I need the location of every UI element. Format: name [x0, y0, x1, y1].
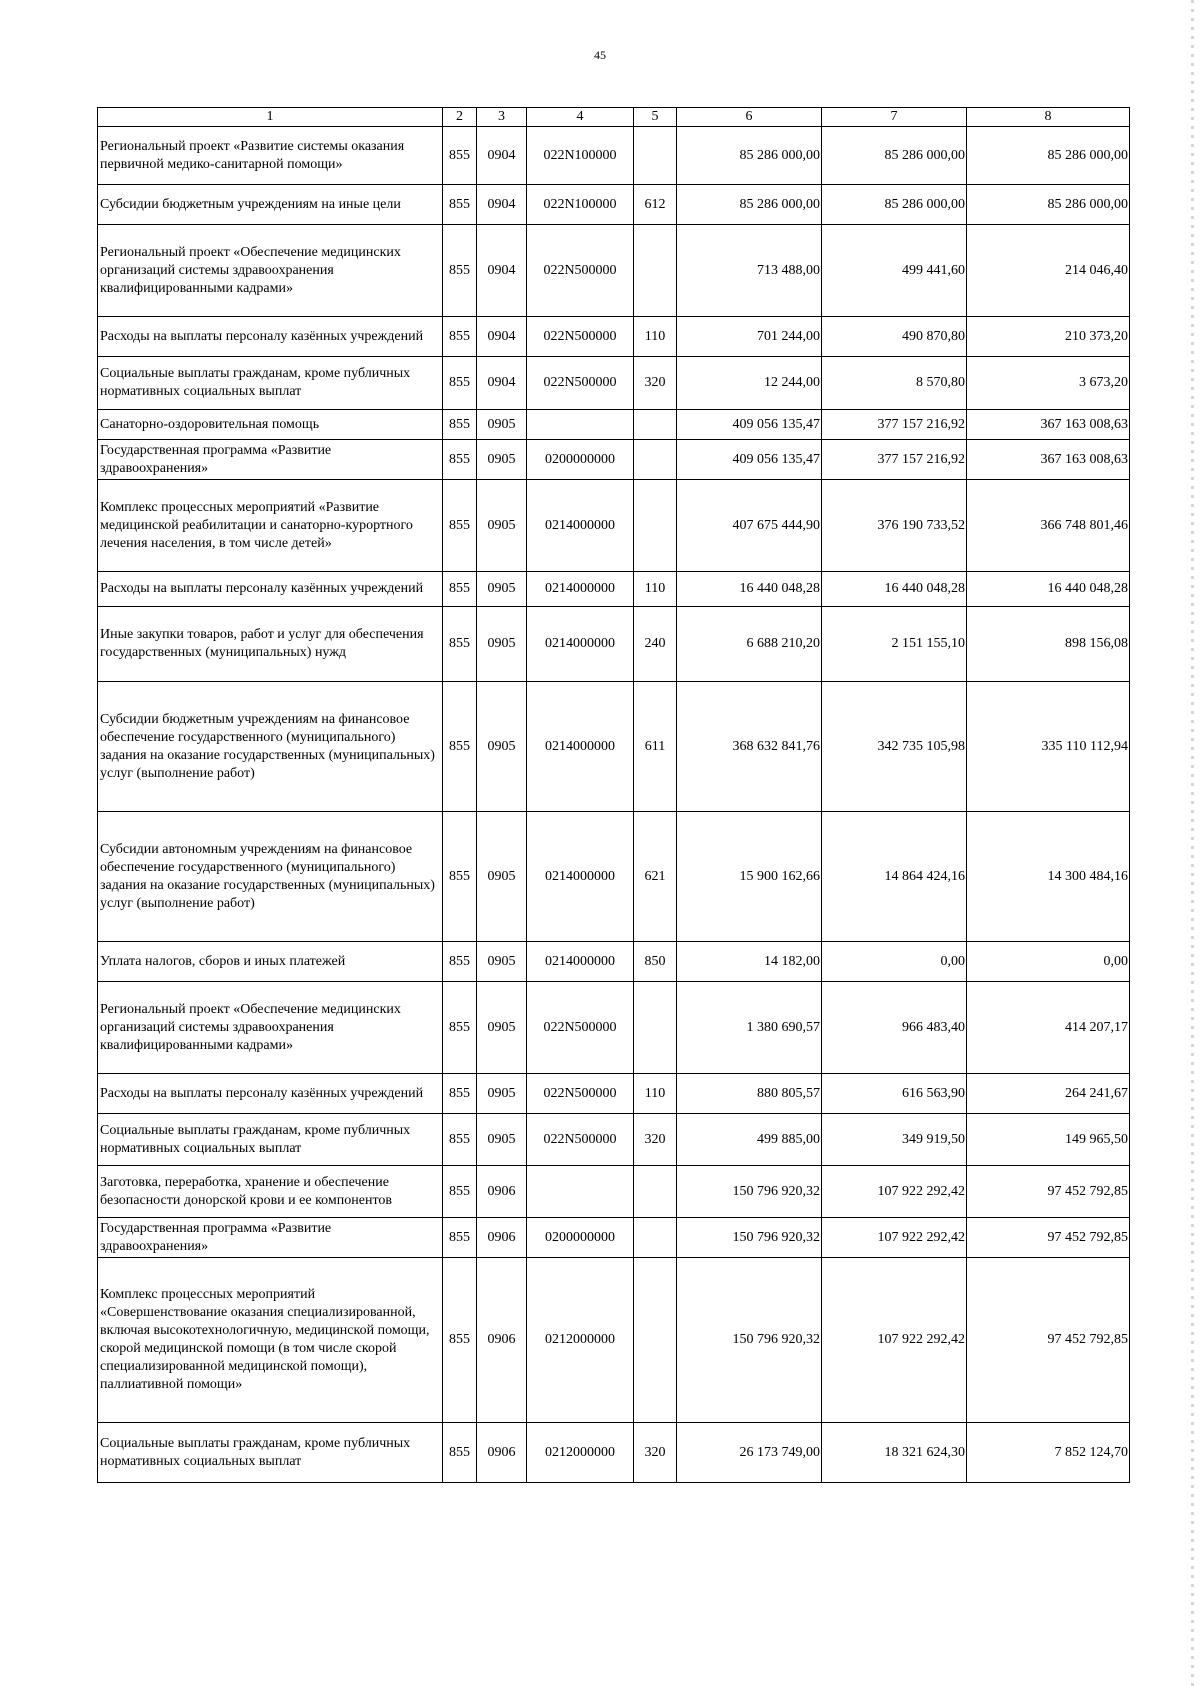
row-amount-7: 2 151 155,10 [822, 607, 967, 682]
row-target-code: 0214000000 [527, 480, 634, 572]
row-target-code: 0212000000 [527, 1423, 634, 1483]
row-amount-8: 335 110 112,94 [967, 682, 1130, 812]
row-amount-6: 368 632 841,76 [677, 682, 822, 812]
column-header-8: 8 [967, 108, 1130, 127]
row-amount-7: 966 483,40 [822, 982, 967, 1074]
row-grbs-code: 855 [443, 812, 477, 942]
row-grbs-code: 855 [443, 572, 477, 607]
row-expense-type [634, 440, 677, 480]
row-amount-7: 107 922 292,42 [822, 1166, 967, 1218]
row-amount-6: 6 688 210,20 [677, 607, 822, 682]
row-expense-type: 110 [634, 317, 677, 357]
row-amount-6: 15 900 162,66 [677, 812, 822, 942]
row-target-code: 022N500000 [527, 1074, 634, 1114]
row-target-code: 0214000000 [527, 812, 634, 942]
row-section-code: 0905 [477, 1114, 527, 1166]
scan-edge-marks [1191, 0, 1194, 1686]
row-target-code: 0212000000 [527, 1258, 634, 1423]
row-target-code: 022N100000 [527, 127, 634, 185]
table-row [98, 225, 1130, 317]
row-section-code: 0905 [477, 1074, 527, 1114]
row-amount-7: 18 321 624,30 [822, 1423, 967, 1483]
row-amount-7: 8 570,80 [822, 357, 967, 410]
row-amount-6: 12 244,00 [677, 357, 822, 410]
row-section-code: 0906 [477, 1166, 527, 1218]
row-amount-6: 150 796 920,32 [677, 1218, 822, 1258]
row-amount-8: 85 286 000,00 [967, 127, 1130, 185]
row-amount-8: 7 852 124,70 [967, 1423, 1130, 1483]
row-amount-8: 97 452 792,85 [967, 1166, 1130, 1218]
row-target-code: 0200000000 [527, 1218, 634, 1258]
row-grbs-code: 855 [443, 942, 477, 982]
row-amount-6: 409 056 135,47 [677, 410, 822, 440]
row-grbs-code: 855 [443, 127, 477, 185]
row-target-code: 0200000000 [527, 440, 634, 480]
row-section-code: 0905 [477, 682, 527, 812]
row-amount-8: 367 163 008,63 [967, 440, 1130, 480]
row-section-code: 0904 [477, 185, 527, 225]
row-expense-type: 320 [634, 1423, 677, 1483]
row-section-code: 0906 [477, 1218, 527, 1258]
row-expense-type: 850 [634, 942, 677, 982]
row-grbs-code: 855 [443, 607, 477, 682]
row-section-code: 0905 [477, 942, 527, 982]
row-amount-7: 499 441,60 [822, 225, 967, 317]
row-grbs-code: 855 [443, 225, 477, 317]
row-section-code: 0904 [477, 127, 527, 185]
row-amount-7: 349 919,50 [822, 1114, 967, 1166]
row-section-code: 0904 [477, 317, 527, 357]
row-amount-7: 85 286 000,00 [822, 127, 967, 185]
row-amount-8: 149 965,50 [967, 1114, 1130, 1166]
row-amount-6: 701 244,00 [677, 317, 822, 357]
row-name: Региональный проект «Обеспечение медицинских организаций системы здравоохранения квалифицированными кадрами» [98, 225, 443, 317]
table-row [98, 1258, 1130, 1423]
row-name: Субсидии бюджетным учреждениям на финансовое обеспечение государственного (муниципального) задания на оказание государственных (муниципальных) услуг (выполнение работ) [98, 682, 443, 812]
row-target-code: 0214000000 [527, 607, 634, 682]
row-section-code: 0906 [477, 1423, 527, 1483]
row-amount-8: 97 452 792,85 [967, 1218, 1130, 1258]
row-name: Уплата налогов, сборов и иных платежей [98, 942, 443, 982]
row-name: Иные закупки товаров, работ и услуг для обеспечения государственных (муниципальных) нужд [98, 607, 443, 682]
row-amount-8: 85 286 000,00 [967, 185, 1130, 225]
row-section-code: 0905 [477, 982, 527, 1074]
row-amount-8: 3 673,20 [967, 357, 1130, 410]
row-name: Расходы на выплаты персоналу казённых учреждений [98, 1074, 443, 1114]
row-amount-6: 713 488,00 [677, 225, 822, 317]
table-row [98, 1074, 1130, 1114]
row-amount-8: 0,00 [967, 942, 1130, 982]
page-number: 45 [594, 48, 606, 62]
row-amount-7: 107 922 292,42 [822, 1258, 967, 1423]
row-expense-type: 240 [634, 607, 677, 682]
row-expense-type: 110 [634, 572, 677, 607]
table-row [98, 942, 1130, 982]
column-header-2: 2 [443, 108, 477, 127]
row-grbs-code: 855 [443, 1166, 477, 1218]
row-name: Социальные выплаты гражданам, кроме публичных нормативных социальных выплат [98, 1423, 443, 1483]
row-section-code: 0905 [477, 410, 527, 440]
row-grbs-code: 855 [443, 1114, 477, 1166]
table-row [98, 607, 1130, 682]
row-grbs-code: 855 [443, 682, 477, 812]
row-amount-6: 16 440 048,28 [677, 572, 822, 607]
column-header-6: 6 [677, 108, 822, 127]
row-amount-7: 107 922 292,42 [822, 1218, 967, 1258]
row-name: Субсидии бюджетным учреждениям на иные цели [98, 185, 443, 225]
row-grbs-code: 855 [443, 1074, 477, 1114]
row-amount-7: 0,00 [822, 942, 967, 982]
row-amount-6: 150 796 920,32 [677, 1258, 822, 1423]
row-target-code: 022N500000 [527, 225, 634, 317]
column-header-5: 5 [634, 108, 677, 127]
row-grbs-code: 855 [443, 1258, 477, 1423]
row-amount-7: 342 735 105,98 [822, 682, 967, 812]
row-grbs-code: 855 [443, 185, 477, 225]
row-amount-7: 14 864 424,16 [822, 812, 967, 942]
row-amount-8: 367 163 008,63 [967, 410, 1130, 440]
table-row [98, 1166, 1130, 1218]
column-header-7: 7 [822, 108, 967, 127]
row-amount-8: 898 156,08 [967, 607, 1130, 682]
row-expense-type: 621 [634, 812, 677, 942]
row-expense-type: 611 [634, 682, 677, 812]
row-name: Расходы на выплаты персоналу казённых учреждений [98, 572, 443, 607]
row-amount-8: 414 207,17 [967, 982, 1130, 1074]
row-amount-8: 210 373,20 [967, 317, 1130, 357]
table-row [98, 1423, 1130, 1483]
row-grbs-code: 855 [443, 1423, 477, 1483]
row-section-code: 0905 [477, 440, 527, 480]
row-amount-7: 616 563,90 [822, 1074, 967, 1114]
budget-table [97, 107, 1130, 1483]
row-expense-type [634, 480, 677, 572]
row-target-code: 0214000000 [527, 942, 634, 982]
row-amount-6: 1 380 690,57 [677, 982, 822, 1074]
table-row [98, 1218, 1130, 1258]
table-row [98, 480, 1130, 572]
table-row [98, 1114, 1130, 1166]
row-name: Государственная программа «Развитие здравоохранения» [98, 1218, 443, 1258]
row-target-code [527, 410, 634, 440]
row-target-code: 022N500000 [527, 357, 634, 410]
row-name: Государственная программа «Развитие здравоохранения» [98, 440, 443, 480]
row-expense-type [634, 1166, 677, 1218]
row-name: Региональный проект «Обеспечение медицинских организаций системы здравоохранения квалифицированными кадрами» [98, 982, 443, 1074]
row-name: Комплекс процессных мероприятий «Совершенствование оказания специализированной, включая высокотехнологичную, медицинской помощи, скорой медицинской помощи (в том числе скорой специализированной медицинской помощи), паллиативной помощи» [98, 1258, 443, 1423]
row-name: Комплекс процессных мероприятий «Развитие медицинской реабилитации и санаторно-курортного лечения населения, в том числе детей» [98, 480, 443, 572]
row-section-code: 0904 [477, 357, 527, 410]
row-expense-type [634, 1218, 677, 1258]
row-amount-6: 14 182,00 [677, 942, 822, 982]
table-body [98, 127, 1130, 1483]
row-amount-6: 409 056 135,47 [677, 440, 822, 480]
row-amount-6: 150 796 920,32 [677, 1166, 822, 1218]
row-amount-7: 490 870,80 [822, 317, 967, 357]
row-section-code: 0905 [477, 607, 527, 682]
table-row [98, 317, 1130, 357]
row-section-code: 0906 [477, 1258, 527, 1423]
row-expense-type: 320 [634, 1114, 677, 1166]
row-grbs-code: 855 [443, 410, 477, 440]
row-target-code [527, 1166, 634, 1218]
row-expense-type: 320 [634, 357, 677, 410]
row-target-code: 022N500000 [527, 317, 634, 357]
row-expense-type: 110 [634, 1074, 677, 1114]
row-target-code: 0214000000 [527, 682, 634, 812]
row-target-code: 0214000000 [527, 572, 634, 607]
row-expense-type [634, 225, 677, 317]
row-amount-6: 880 805,57 [677, 1074, 822, 1114]
row-section-code: 0904 [477, 225, 527, 317]
row-expense-type [634, 127, 677, 185]
row-amount-8: 264 241,67 [967, 1074, 1130, 1114]
row-amount-6: 407 675 444,90 [677, 480, 822, 572]
row-amount-7: 85 286 000,00 [822, 185, 967, 225]
row-amount-8: 214 046,40 [967, 225, 1130, 317]
table-row [98, 410, 1130, 440]
row-grbs-code: 855 [443, 357, 477, 410]
table-row [98, 572, 1130, 607]
row-section-code: 0905 [477, 572, 527, 607]
table-row [98, 982, 1130, 1074]
table-row [98, 185, 1130, 225]
column-header-4: 4 [527, 108, 634, 127]
row-expense-type [634, 1258, 677, 1423]
row-amount-8: 14 300 484,16 [967, 812, 1130, 942]
row-amount-7: 376 190 733,52 [822, 480, 967, 572]
row-name: Социальные выплаты гражданам, кроме публичных нормативных социальных выплат [98, 357, 443, 410]
row-name: Региональный проект «Развитие системы оказания первичной медико-санитарной помощи» [98, 127, 443, 185]
row-section-code: 0905 [477, 812, 527, 942]
row-grbs-code: 855 [443, 317, 477, 357]
row-amount-8: 366 748 801,46 [967, 480, 1130, 572]
row-amount-6: 85 286 000,00 [677, 127, 822, 185]
row-amount-7: 16 440 048,28 [822, 572, 967, 607]
table-row [98, 812, 1130, 942]
table-row [98, 127, 1130, 185]
row-expense-type [634, 982, 677, 1074]
column-header-3: 3 [477, 108, 527, 127]
row-amount-8: 16 440 048,28 [967, 572, 1130, 607]
row-amount-7: 377 157 216,92 [822, 410, 967, 440]
row-name: Социальные выплаты гражданам, кроме публичных нормативных социальных выплат [98, 1114, 443, 1166]
table-row [98, 357, 1130, 410]
row-grbs-code: 855 [443, 1218, 477, 1258]
row-name: Расходы на выплаты персоналу казённых учреждений [98, 317, 443, 357]
row-name: Заготовка, переработка, хранение и обеспечение безопасности донорской крови и ее компонентов [98, 1166, 443, 1218]
row-target-code: 022N500000 [527, 982, 634, 1074]
table-header-row [98, 108, 1130, 127]
row-name: Субсидии автономным учреждениям на финансовое обеспечение государственного (муниципального) задания на оказание государственных (муниципальных) услуг (выполнение работ) [98, 812, 443, 942]
row-amount-7: 377 157 216,92 [822, 440, 967, 480]
row-grbs-code: 855 [443, 982, 477, 1074]
row-amount-6: 26 173 749,00 [677, 1423, 822, 1483]
row-section-code: 0905 [477, 480, 527, 572]
table-row [98, 682, 1130, 812]
row-target-code: 022N100000 [527, 185, 634, 225]
row-target-code: 022N500000 [527, 1114, 634, 1166]
row-grbs-code: 855 [443, 480, 477, 572]
column-header-1: 1 [98, 108, 443, 127]
row-name: Санаторно-оздоровительная помощь [98, 410, 443, 440]
table-row [98, 440, 1130, 480]
row-expense-type: 612 [634, 185, 677, 225]
row-grbs-code: 855 [443, 440, 477, 480]
row-expense-type [634, 410, 677, 440]
row-amount-6: 499 885,00 [677, 1114, 822, 1166]
row-amount-6: 85 286 000,00 [677, 185, 822, 225]
row-amount-8: 97 452 792,85 [967, 1258, 1130, 1423]
